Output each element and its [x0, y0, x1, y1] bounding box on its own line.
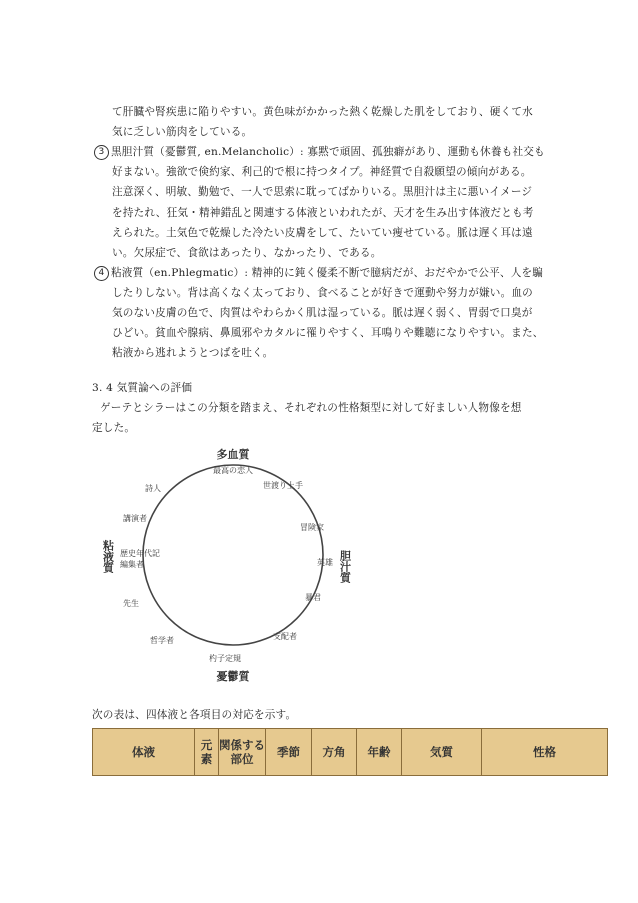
label-melancholic: 憂鬱質 — [216, 670, 250, 683]
role-left-2b: 編集者 — [120, 560, 144, 569]
list-item-phlegmatic — [94, 264, 543, 282]
body-line: て肝臓や腎疾患に陥りやすい。黄色味がかかった熱く乾燥した肌をしており、硬くて水 — [112, 106, 533, 118]
header-character: 性格 — [482, 729, 608, 776]
header-season: 季節 — [266, 729, 312, 776]
temperament-circle — [143, 465, 323, 645]
body-line: ゲーテとシラーはこの分類を踏まえ、それぞれの性格類型に対して好ましい人物像を想 — [100, 402, 522, 414]
table-header-row — [93, 729, 608, 776]
body-line: 気に乏しい筋肉をしている。 — [112, 126, 253, 138]
role-left-2a: 歴史年代記 — [120, 549, 160, 558]
header-element — [195, 729, 219, 776]
role-bottom-center: 杓子定規 — [209, 654, 241, 663]
humors-table — [92, 728, 608, 776]
role-right-3: 暴君 — [305, 593, 321, 602]
role-bottom-left: 哲学者 — [150, 636, 174, 645]
role-right-2: 英雄 — [317, 558, 333, 567]
role-top-left: 詩人 — [145, 484, 161, 493]
body-line: を持たれ、狂気・精神錯乱と関連する体液といわれたが、天才を生み出す体液だとも考 — [112, 207, 534, 219]
role-bottom-right: 支配者 — [273, 632, 297, 641]
list-item-melancholic — [94, 143, 545, 161]
label-sanguine: 多血質 — [216, 448, 250, 461]
item-number-marker: 3 — [94, 145, 109, 160]
body-line: 好まない。強欲で倹約家、利己的で根に持つタイプ。神経質で自殺願望の傾向がある。 — [112, 166, 532, 178]
header-direction: 方角 — [312, 729, 357, 776]
body-line: 注意深く、明敏、勤勉で、一人で思索に耽ってばかりいる。黒胆汁は主に悪いイメージ — [112, 186, 533, 198]
body-line: 粘液質（en.Phlegmatic）: 精神的に鈍く優柔不断で臆病だが、おだやかで公平、人を騙 — [111, 267, 544, 279]
header-temperament: 気質 — [402, 729, 482, 776]
body-line: 粘液から逃れようとつばを吐く。 — [112, 347, 274, 359]
table-caption: 次の表は、四体液と各項目の対応を示す。 — [92, 709, 297, 721]
header-element-line1: 元 — [200, 738, 213, 752]
header-element-line2: 素 — [200, 752, 213, 766]
body-line: ひどい。貧血や腺病、鼻風邪やカタルに罹りやすく、耳鳴りや難聴になりやすい。また、 — [112, 327, 544, 339]
role-left-3: 先生 — [123, 599, 139, 608]
header-organ-line2: 部位 — [230, 752, 254, 766]
label-choleric: 胆汁質 — [338, 550, 352, 583]
role-top-right: 世渡り上手 — [263, 481, 303, 490]
header-organ-line1: 関係する — [219, 738, 265, 752]
body-line: 定した。 — [92, 422, 136, 434]
header-age: 年齢 — [357, 729, 402, 776]
section-heading: 3. 4 気質論への評価 — [92, 382, 193, 394]
role-left-1: 講演者 — [123, 514, 147, 523]
temperament-circle-diagram — [95, 430, 365, 685]
role-right-1: 冒険家 — [300, 523, 324, 532]
header-organ — [219, 729, 266, 776]
body-line: い。欠尿症で、食欲はあったり、なかったり、である。 — [112, 247, 382, 259]
header-humor: 体液 — [93, 729, 195, 776]
body-line: 黒胆汁質（憂鬱質, en.Melancholic）: 寡黙で頑固、孤独癖があり、運動も休養も社交も — [111, 146, 545, 158]
body-line: えられた。土気色で乾燥した冷たい皮膚をして、たいてい痩せている。脈は遅く耳は遠 — [112, 227, 533, 239]
body-line: したりしない。背は高くなく太っており、食べることが好きで運動や努力が嫌い。血の — [112, 287, 533, 299]
label-phlegmatic: 粘液質 — [101, 540, 115, 573]
role-top-center: 最高の恋人 — [213, 466, 253, 475]
body-line: 気のない皮膚の色で、肉質はやわらかく肌は湿っている。脈は遅く弱く、胃弱で口臭が — [112, 307, 533, 319]
item-number-marker: 4 — [94, 266, 109, 281]
